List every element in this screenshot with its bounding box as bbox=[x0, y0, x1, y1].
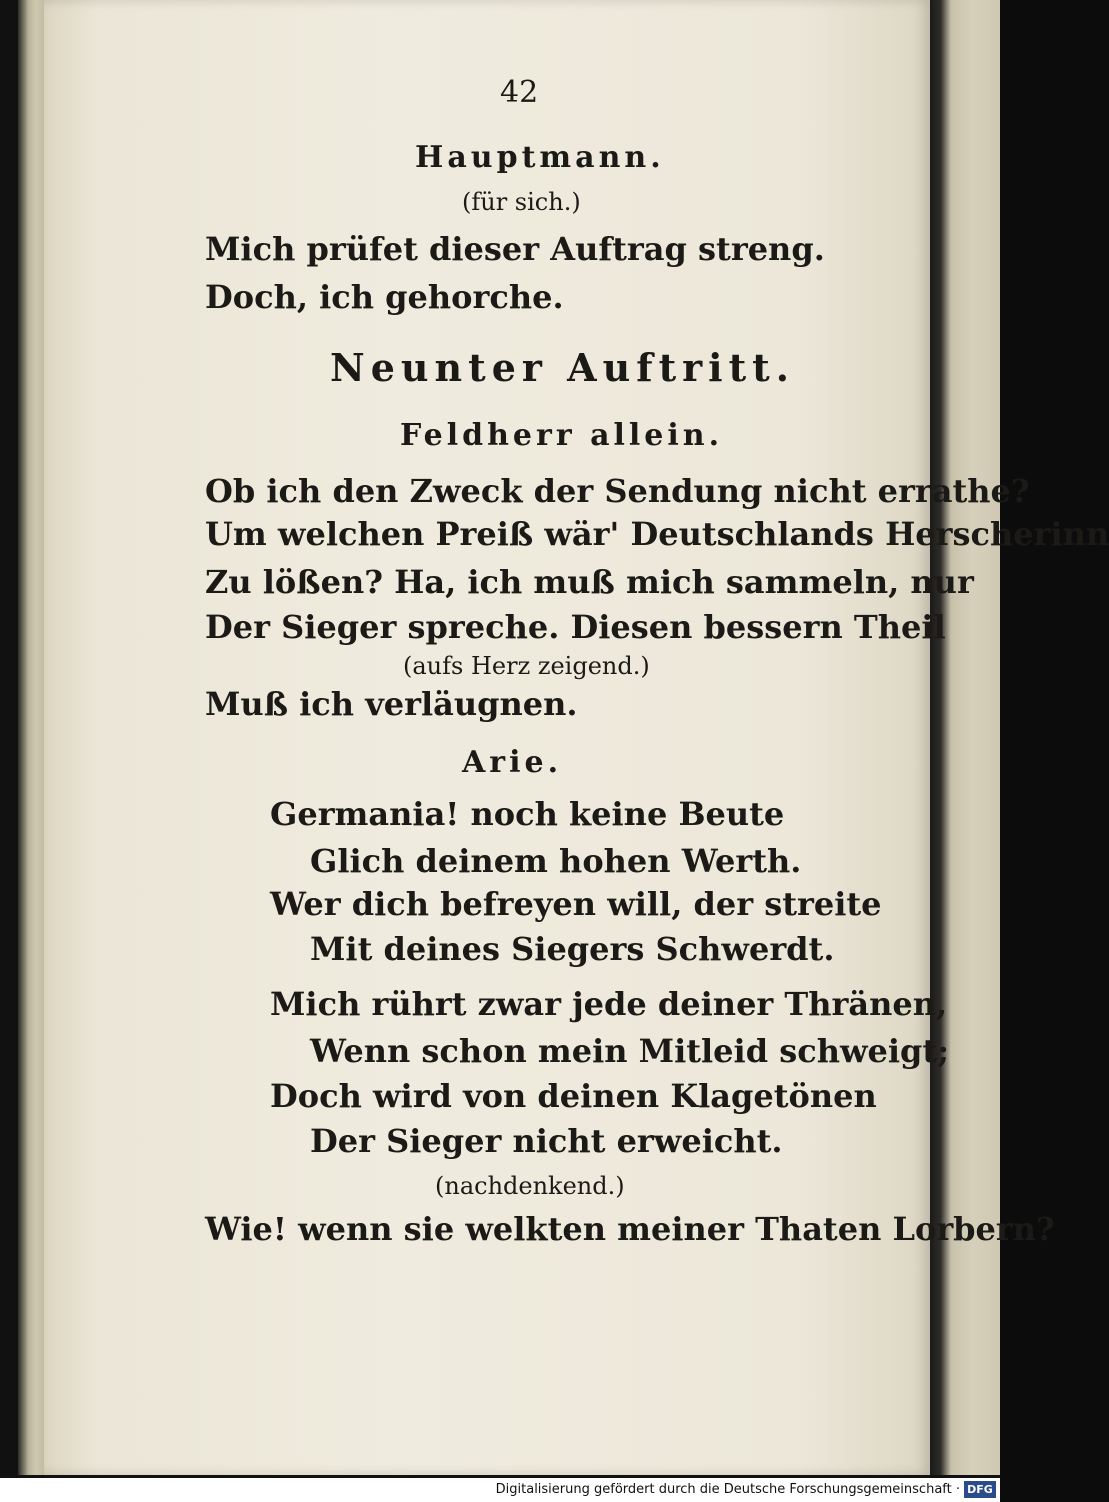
verse-line: Wie! wenn sie welkten meiner Thaten Lorbern? bbox=[205, 1210, 1055, 1248]
footer-bar bbox=[0, 1478, 1000, 1502]
verse-line: Der Sieger nicht erweicht. bbox=[310, 1122, 783, 1160]
verse-line: Germania! noch keine Beute bbox=[270, 795, 785, 833]
verse-line: Um welchen Preiß wär' Deutschlands Herscherinn bbox=[205, 515, 1109, 553]
scene-title: Neunter Auftritt. bbox=[330, 345, 795, 390]
funding-credit: Digitalisierung gefördert durch die Deutsche Forschungsgemeinschaft · bbox=[495, 1482, 960, 1497]
verse-line: Mich prüfet dieser Auftrag streng. bbox=[205, 230, 825, 268]
verse-line: Mich rührt zwar jede deiner Thränen, bbox=[270, 985, 948, 1023]
verse-line: Zu lößen? Ha, ich muß mich sammeln, nur bbox=[205, 563, 974, 601]
stage-direction: (für sich.) bbox=[462, 188, 581, 216]
section-label: Arie. bbox=[462, 745, 563, 780]
page-number: 42 bbox=[500, 75, 539, 110]
book-page bbox=[44, 0, 930, 1475]
facing-page-edge bbox=[930, 0, 1000, 1475]
verse-line: Glich deinem hohen Werth. bbox=[310, 842, 802, 880]
dfg-logo: DFG bbox=[964, 1481, 996, 1498]
verse-line: Der Sieger spreche. Diesen bessern Theil bbox=[205, 608, 946, 646]
speaker-label: Hauptmann. bbox=[415, 140, 665, 175]
stage-direction: (nachdenkend.) bbox=[435, 1172, 625, 1200]
verse-line: Wer dich befreyen will, der streite bbox=[270, 885, 882, 923]
speaker-label: Feldherr allein. bbox=[400, 418, 724, 453]
verse-line: Mit deines Siegers Schwerdt. bbox=[310, 930, 835, 968]
verse-line: Doch wird von deinen Klagetönen bbox=[270, 1077, 877, 1115]
verse-line: Ob ich den Zweck der Sendung nicht errathe? bbox=[205, 472, 1030, 510]
stage-direction: (aufs Herz zeigend.) bbox=[403, 652, 650, 680]
verse-line: Doch, ich gehorche. bbox=[205, 278, 564, 316]
verse-line: Muß ich verläugnen. bbox=[205, 685, 578, 723]
verse-line: Wenn schon mein Mitleid schweigt; bbox=[310, 1032, 949, 1070]
